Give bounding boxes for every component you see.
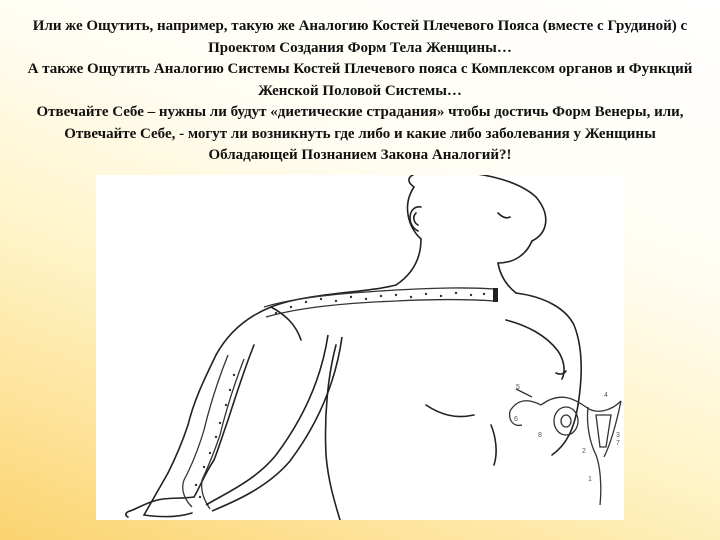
uterus-label: 7	[616, 440, 620, 447]
uterus-label: 1	[588, 476, 592, 483]
uterus-label: 5	[516, 384, 520, 391]
paragraph-3: Отвечайте Себе – нужны ли будут «диетические страдания» чтобы достичь Форм Венеры, или, Отвечайте Себе, - могут ли возникнуть где либо и какие либо заболевания у Женщины Обладающей Познанием Закона Аналогий?!	[36, 104, 684, 163]
anatomy-illustration	[96, 175, 624, 520]
paragraph-2: А также Ощутить Аналогию Системы Костей Плечевого пояса с Комплексом органов и Функций Женской Половой Системы…	[27, 61, 693, 99]
uterus-label: 2	[582, 448, 586, 455]
anatomy-drawing	[96, 175, 624, 520]
paragraph-1: Или же Ощутить, например, такую же Аналогию Костей Плечевого Пояса (вместе с Грудиной) с Проектом Создания Форм Тела Женщины…	[32, 18, 688, 56]
uterus-label: 4	[604, 392, 608, 399]
uterus-label: 6	[514, 416, 518, 423]
uterus-label: 8	[538, 432, 542, 439]
uterus-label: 3	[616, 432, 620, 439]
slide-text	[22, 16, 698, 167]
